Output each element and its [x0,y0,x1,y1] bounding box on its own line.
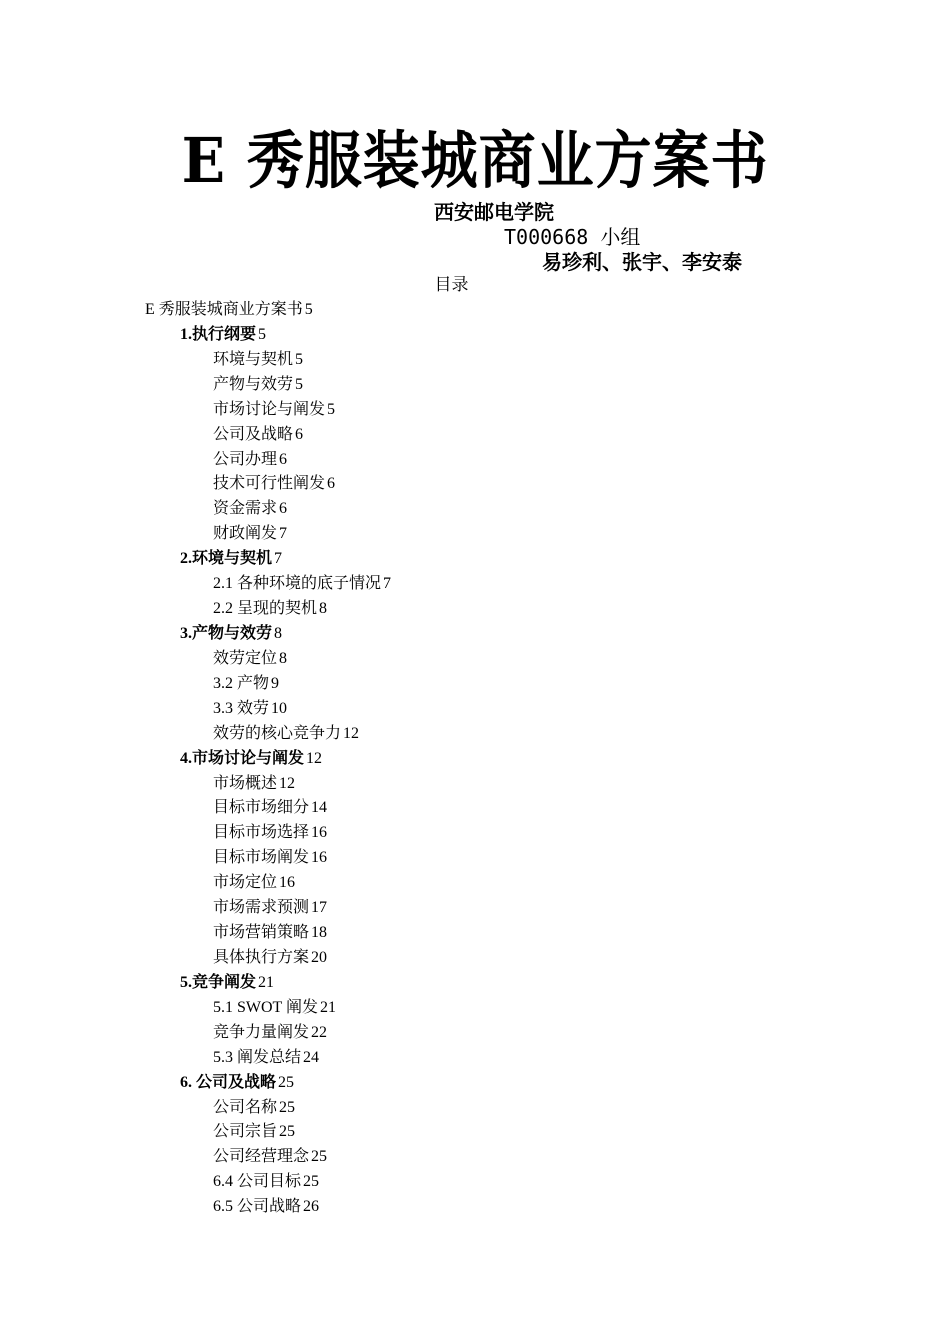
toc-entry-page: 5 [295,375,304,393]
toc-entry-page: 12 [279,774,296,792]
toc-entry-page: 26 [303,1198,320,1216]
toc-entry-page: 17 [311,899,328,917]
toc-entry-label: 2.环境与契机 [180,550,273,568]
toc-entry-label: 市场营销策略 [213,924,310,942]
toc-entry[interactable] [145,846,391,871]
toc-entry-page: 25 [279,1098,296,1116]
toc-entry[interactable] [145,697,391,722]
toc-entry-page: 5 [327,400,336,418]
toc-entry[interactable] [145,722,391,747]
toc-entry-label: 6. 公司及战略 [180,1073,277,1091]
toc-entry-page: 21 [258,973,275,991]
toc-entry-label: 公司名称 [213,1098,278,1116]
toc-entry-page: 12 [343,724,360,742]
toc-entry-label: 市场概述 [213,774,278,792]
toc-entry[interactable] [145,946,391,971]
toc-entry-page: 8 [279,649,288,667]
toc-entry-page: 22 [311,1023,328,1041]
toc-entry-label: 公司及战略 [213,425,294,443]
toc-entry[interactable] [145,597,391,622]
toc-entry-page: 7 [279,525,288,543]
toc-entry[interactable] [145,796,391,821]
toc-entry[interactable] [145,971,391,996]
toc-entry-label: 5.3 阐发总结 [213,1048,302,1066]
toc-entry-page: 18 [311,924,328,942]
toc-entry-page: 8 [319,600,328,618]
toc-entry[interactable] [145,1071,391,1096]
toc-entry-label: 1.执行纲要 [180,325,257,343]
toc-entry-page: 7 [383,575,392,593]
toc-entry-label: 资金需求 [213,500,278,518]
toc-entry-page: 24 [303,1048,320,1066]
toc-entry-label: 2.2 呈现的契机 [213,600,318,618]
toc-entry[interactable] [145,448,391,473]
toc-entry-label: 效劳定位 [213,649,278,667]
toc-entry[interactable] [145,1195,391,1220]
toc-entry-label: 5.竞争阐发 [180,973,257,991]
toc-entry-label: 目标市场细分 [213,799,310,817]
toc-entry-label: 5.1 SWOT 阐发 [213,998,319,1016]
toc-entry-label: 3.产物与效劳 [180,624,273,642]
toc-entry[interactable] [145,298,391,323]
toc-entry-page: 16 [279,874,296,892]
group-name: T000668 小组 [504,225,641,249]
toc-entry[interactable] [145,772,391,797]
toc-entry-label: 市场需求预测 [213,899,310,917]
toc-entry[interactable] [145,1021,391,1046]
toc-entry-page: 25 [278,1073,295,1091]
toc-entry-page: 16 [311,824,328,842]
table-of-contents [145,298,391,1220]
toc-entry[interactable] [145,1170,391,1195]
toc-entry[interactable] [145,1145,391,1170]
toc-entry-label: 4.市场讨论与阐发 [180,749,305,767]
toc-entry[interactable] [145,572,391,597]
toc-entry-label: 3.2 产物 [213,674,270,692]
toc-entry-label: 6.4 公司目标 [213,1173,302,1191]
toc-entry-label: E 秀服装城商业方案书 [145,301,303,318]
toc-entry-page: 6 [279,500,288,518]
toc-entry-page: 25 [279,1123,296,1141]
toc-entry-page: 5 [295,350,304,368]
toc-entry-page: 16 [311,849,328,867]
toc-entry-page: 25 [303,1173,320,1191]
toc-entry-label: 竞争力量阐发 [213,1023,310,1041]
toc-entry[interactable] [145,472,391,497]
toc-entry-page: 6 [279,450,288,468]
toc-entry-page: 9 [271,674,280,692]
toc-entry-page: 6 [327,475,336,493]
toc-entry-page: 21 [320,998,337,1016]
toc-entry[interactable] [145,1096,391,1121]
toc-entry-label: 6.5 公司战略 [213,1198,302,1216]
toc-entry-label: 具体执行方案 [213,948,310,966]
toc-entry[interactable] [145,1120,391,1145]
toc-entry-label: 3.3 效劳 [213,699,270,717]
toc-entry-page: 5 [258,325,267,343]
toc-entry[interactable] [145,1046,391,1071]
toc-entry[interactable] [145,423,391,448]
toc-entry-page: 25 [311,1148,328,1166]
toc-entry-page: 12 [306,749,323,767]
toc-entry[interactable] [145,747,391,772]
toc-entry[interactable] [145,622,391,647]
school-name: 西安邮电学院 [434,200,554,224]
toc-entry[interactable] [145,921,391,946]
toc-entry-label: 环境与契机 [213,350,294,368]
toc-entry-label: 目标市场选择 [213,824,310,842]
toc-entry-page: 14 [311,799,328,817]
toc-entry-label: 市场讨论与阐发 [213,400,326,418]
toc-heading: 目录 [434,275,469,294]
toc-entry[interactable] [145,647,391,672]
toc-entry[interactable] [145,547,391,572]
toc-entry-label: 公司宗旨 [213,1123,278,1141]
toc-entry[interactable] [145,348,391,373]
toc-entry[interactable] [145,522,391,547]
toc-entry[interactable] [145,323,391,348]
toc-entry-page: 7 [274,550,283,568]
toc-entry-page: 8 [274,624,283,642]
toc-entry-label: 2.1 各种环境的底子情况 [213,575,382,593]
toc-entry-page: 10 [271,699,288,717]
toc-entry-label: 效劳的核心竞争力 [213,724,342,742]
toc-entry-page: 5 [304,301,313,318]
author-names: 易珍利、张宇、李安泰 [542,250,742,274]
toc-entry-page: 20 [311,948,328,966]
toc-entry[interactable] [145,871,391,896]
toc-entry[interactable] [145,497,391,522]
toc-entry-label: 财政阐发 [213,525,278,543]
toc-entry[interactable] [145,821,391,846]
toc-entry-label: 公司经营理念 [213,1148,310,1166]
document-title: E 秀服装城商业方案书 [181,124,769,197]
toc-entry[interactable] [145,373,391,398]
toc-entry-label: 公司办理 [213,450,278,468]
toc-entry[interactable] [145,896,391,921]
toc-entry-page: 6 [295,425,304,443]
toc-entry-label: 目标市场阐发 [213,849,310,867]
toc-entry-label: 产物与效劳 [213,375,294,393]
toc-entry[interactable] [145,398,391,423]
toc-entry[interactable] [145,996,391,1021]
toc-entry-label: 技术可行性阐发 [213,475,326,493]
toc-entry[interactable] [145,672,391,697]
toc-entry-label: 市场定位 [213,874,278,892]
